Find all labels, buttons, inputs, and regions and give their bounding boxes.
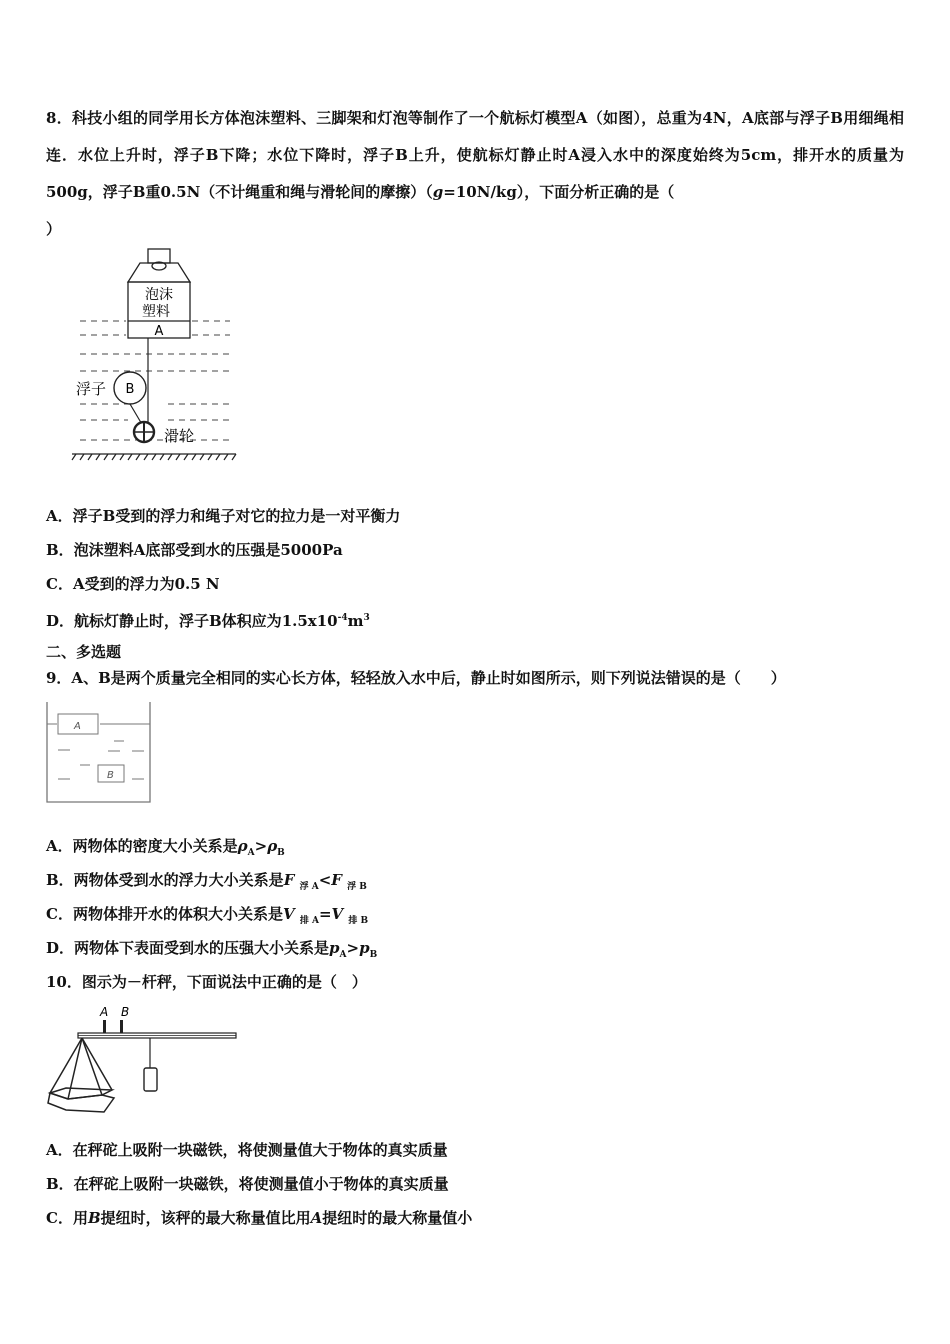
foam-label-2: 塑料 <box>142 304 170 320</box>
section-heading-multi-choice: 二、多选题 <box>46 643 122 661</box>
pulley-label: 滑轮 <box>164 427 195 445</box>
block-a-label: A <box>74 721 81 732</box>
block-label-a: A <box>154 324 164 339</box>
block-b-label: B <box>107 770 114 781</box>
float-label: 浮子 <box>76 380 107 398</box>
q10-option-b: B．在秤砣上吸附一块磁铁，将使测量值小于物体的真实质量 <box>46 1175 449 1193</box>
q8-option-d: D．航标灯静止时，浮子B体积应为$1.5x10^{-4}m^3$ <box>46 612 370 630</box>
q9-option-c: C．两物体排开水的体积大小关系是V $_{排 A}$=V $_{排 B}$ <box>46 905 369 926</box>
q9-option-d: D．两物体下表面受到水的压强大小关系是$p_A>p_B$ <box>46 939 378 960</box>
foam-label-1: 泡沫 <box>145 287 173 303</box>
steelyard-weight <box>144 1068 157 1091</box>
q9-beaker-figure <box>44 702 154 806</box>
cord-label-a: A <box>100 1005 109 1019</box>
q8-beacon-figure <box>68 244 240 464</box>
question-8-stem: 8．科技小组的同学用长方体泡沫塑料、三脚架和灯泡等制作了一个航标灯模型A（如图），总重为4N，A底部与浮子B用细绳相连．水位上升时，浮子B下降；水位下降时，浮子B上升，使航标灯静止时A浸入水中的深度始终为5cm，排开水的质量为500g，浮子B重0.5N（不计绳重和绳与滑轮间的摩擦）（g=10N/kg），下面分析正确的是（ ） <box>46 109 904 238</box>
q8-option-b: B．泡沫塑料A底部受到水的压强是5000Pa <box>46 541 343 559</box>
q8-option-c: C．A受到的浮力为0.5 N <box>46 575 220 593</box>
q8-option-a: A．浮子B受到的浮力和绳子对它的拉力是一对平衡力 <box>46 507 401 525</box>
cord-label-b: B <box>121 1005 130 1019</box>
question-9-stem: 9．A、B是两个质量完全相同的实心长方体，轻轻放入水中后，静止时如图所示，则下列说法错误的是（ ） <box>46 669 786 687</box>
q10-option-c: C．用B提纽时，该秤的最大称量值比用A提纽时的最大称量值小 <box>46 1209 473 1227</box>
q10-option-a: A．在秤砣上吸附一块磁铁，将使测量值大于物体的真实质量 <box>46 1141 448 1159</box>
lift-cord-a <box>103 1020 106 1033</box>
q9-option-a: A．两物体的密度大小关系是$\rho_A>\rho_B$ <box>46 837 285 858</box>
lift-cord-b <box>120 1020 123 1033</box>
float-letter-b: B <box>125 382 135 397</box>
q10-steelyard-figure <box>44 1002 244 1120</box>
beacon-lamp <box>128 249 190 282</box>
scale-pan <box>48 1038 114 1112</box>
question-10-stem: 10．图示为－杆秤，下面说法中正确的是（ ） <box>46 973 367 991</box>
ground <box>72 454 236 460</box>
q9-option-b: B．两物体受到水的浮力大小关系是F $_{浮 A}$<F $_{浮 B}$ <box>46 871 367 892</box>
